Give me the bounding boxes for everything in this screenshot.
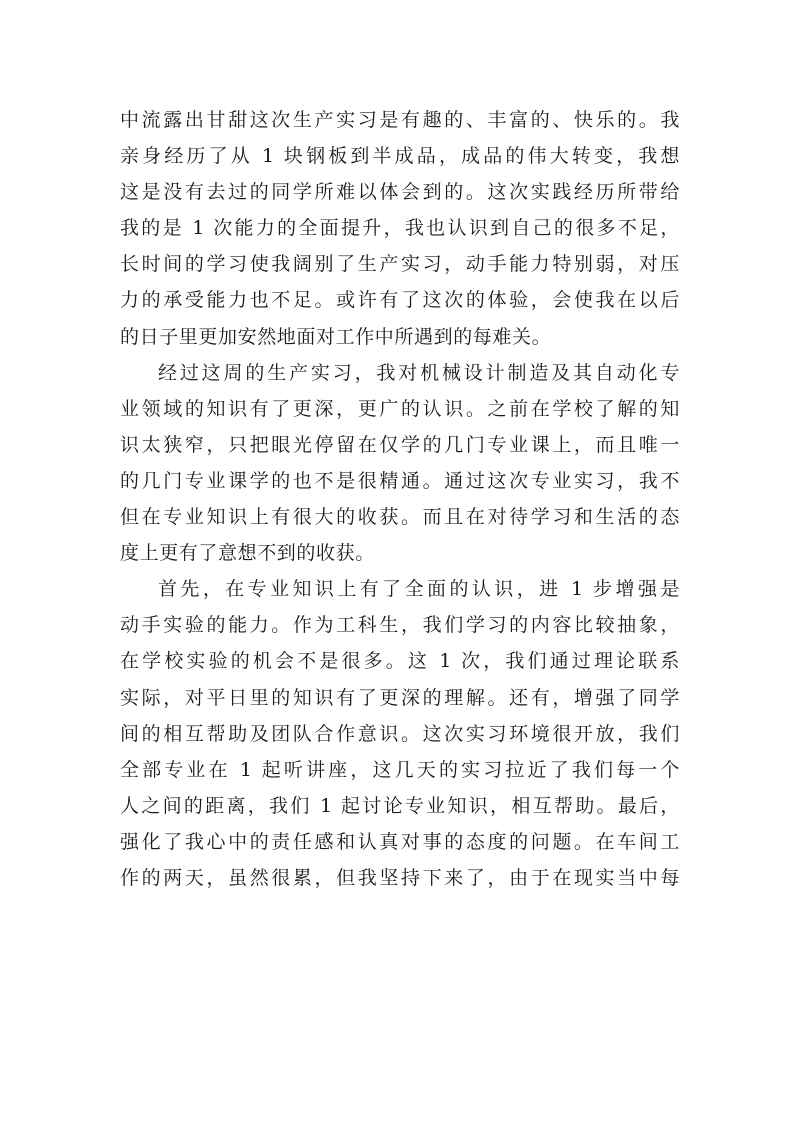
paragraph-2 bbox=[120, 355, 680, 572]
text-line: 但在专业知识上有很大的收获。而且在对待学习和生活的态 bbox=[120, 506, 680, 529]
text-line: 这是没有去过的同学所难以体会到的。这次实践经历所带给 bbox=[120, 181, 680, 204]
text-line: 中流露出甘甜这次生产实习是有趣的、丰富的、快乐的。我 bbox=[120, 109, 680, 131]
text-line: 首先，在专业知识上有了全面的认识，进 1 步增强是 bbox=[158, 578, 680, 601]
text-line: 人之间的距离，我们 1 起讨论专业知识，相互帮助。最后， bbox=[120, 794, 680, 817]
text-line: 强化了我心中的责任感和认真对事的态度的问题。在车间工 bbox=[120, 830, 680, 853]
text-line: 实际，对平日里的知识有了更深的理解。还有，增强了同学 bbox=[120, 686, 680, 709]
document-body bbox=[120, 102, 680, 896]
text-line: 的几门专业课学的也不是很精通。通过这次专业实习，我不 bbox=[120, 469, 680, 492]
paragraph-3 bbox=[120, 571, 680, 896]
text-line: 力的承受能力也不足。或许有了这次的体验，会使我在以后 bbox=[120, 289, 680, 312]
text-line: 亲身经历了从 1 块钢板到半成品，成品的伟大转变，我想 bbox=[120, 145, 680, 168]
text-line: 识太狭窄，只把眼光停留在仅学的几门专业课上，而且唯一 bbox=[120, 433, 680, 456]
text-line: 在学校实验的机会不是很多。这 1 次，我们通过理论联系 bbox=[120, 650, 680, 673]
text-line: 作的两天，虽然很累，但我坚持下来了，由于在现实当中每 bbox=[120, 866, 680, 889]
text-line: 全部专业在 1 起听讲座，这几天的实习拉近了我们每一个 bbox=[120, 758, 680, 781]
text-line: 的日子里更加安然地面对工作中所遇到的每难关。 bbox=[120, 325, 552, 348]
text-line: 度上更有了意想不到的收获。 bbox=[120, 542, 375, 565]
text-line: 间的相互帮助及团队合作意识。这次实习环境很开放，我们 bbox=[120, 722, 680, 745]
text-line: 长时间的学习使我阔别了生产实习，动手能力特别弱，对压 bbox=[120, 253, 680, 276]
paragraph-1 bbox=[120, 102, 680, 355]
text-line: 经过这周的生产实习，我对机械设计制造及其自动化专 bbox=[158, 361, 680, 384]
text-line: 动手实验的能力。作为工科生，我们学习的内容比较抽象， bbox=[120, 614, 680, 637]
text-line: 业领域的知识有了更深，更广的认识。之前在学校了解的知 bbox=[120, 397, 680, 420]
text-line: 我的是 1 次能力的全面提升，我也认识到自己的很多不足， bbox=[120, 217, 680, 240]
